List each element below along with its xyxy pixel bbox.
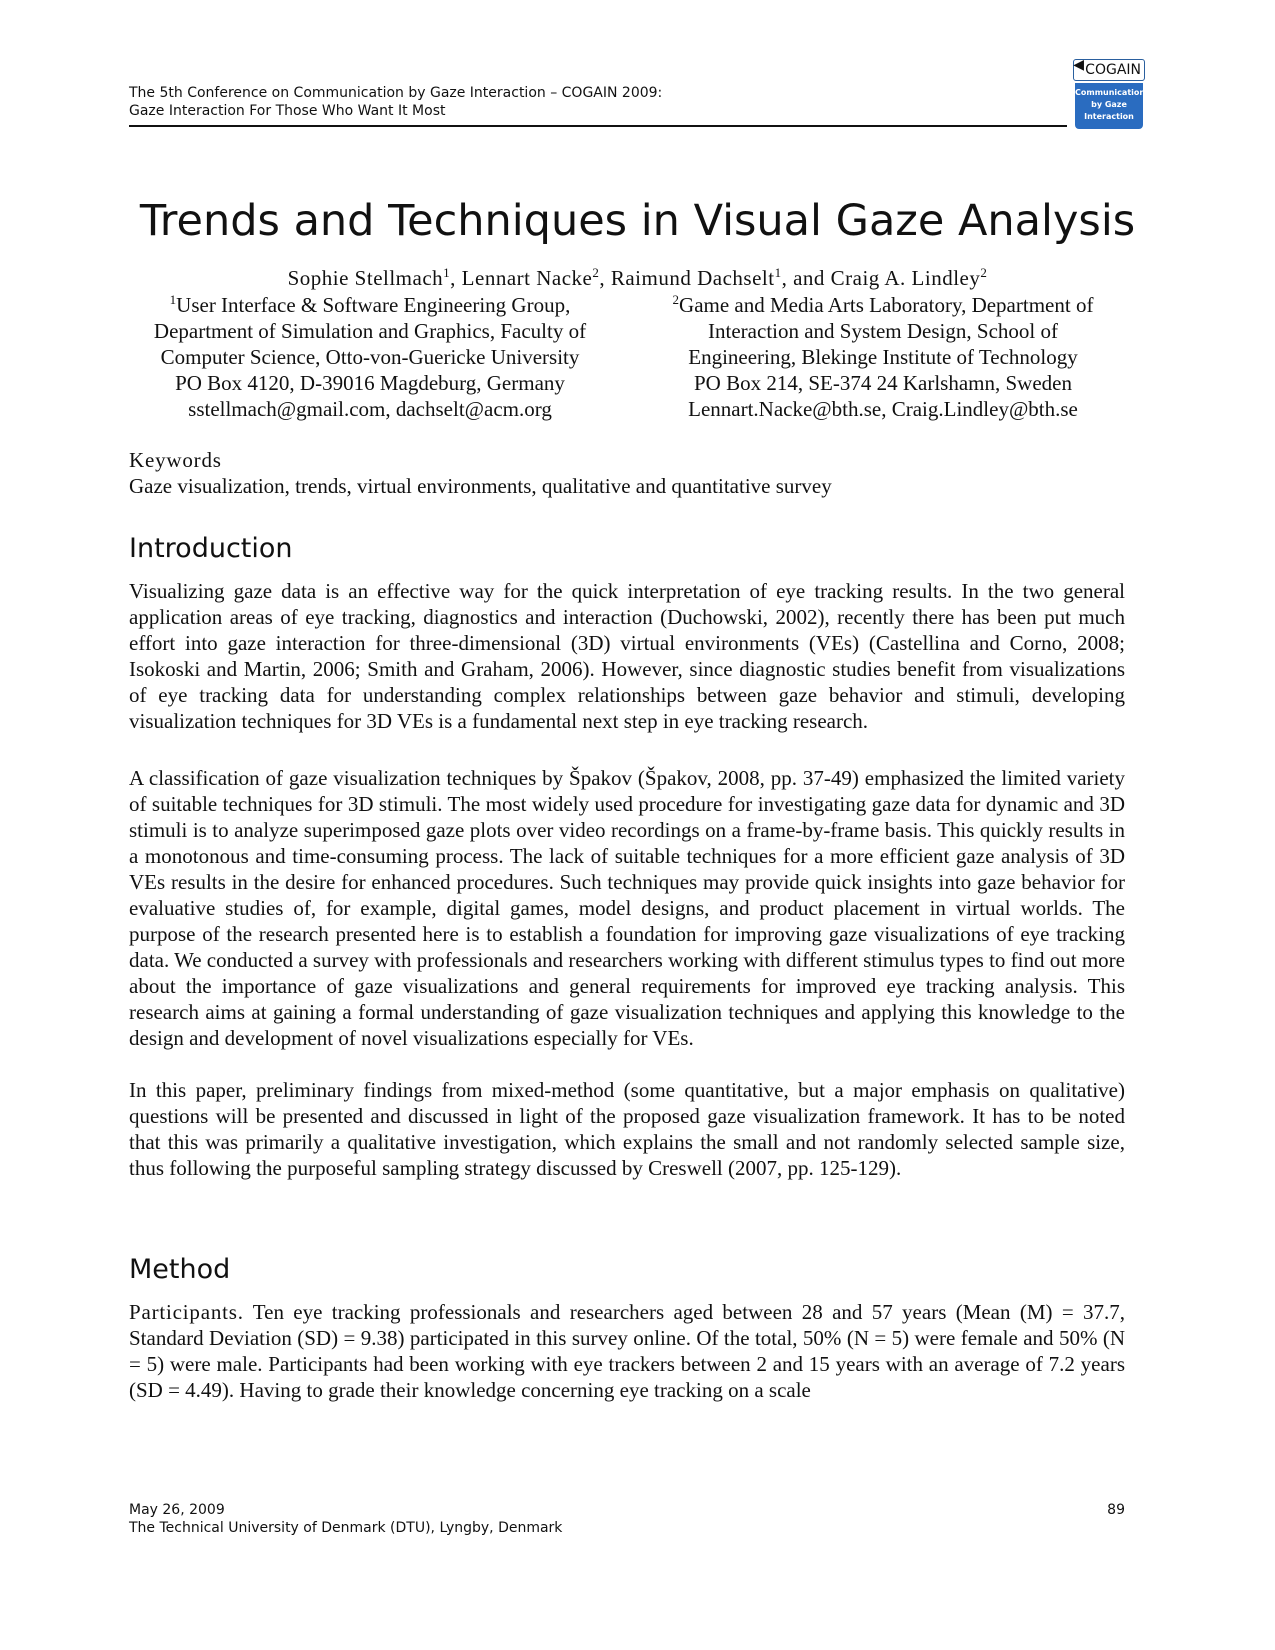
method-paragraph-1-text: Ten eye tracking professionals and researchers aged between 28 and 57 years (Mean (M) = 37.7, Standard Deviation (SD) = 9.38) participated in this survey online. Of the total, 50% (N = 5) were female and 50% (N = 5) were male. Participants had been working with eye trackers between 2 and 15 years with an average of 7.2 years (SD = 4.49). Having to grade their knowledge concerning eye tracking on a scale: [129, 1300, 1126, 1402]
footer-venue: The Technical University of Denmark (DTU), Lyngby, Denmark: [129, 1520, 563, 1536]
paper-title: Trends and Techniques in Visual Gaze Analysis: [139, 196, 1136, 246]
eye-icon: ◀: [1073, 57, 1084, 73]
introduction-heading: Introduction: [129, 533, 293, 564]
affiliation-right-line-3: Engineering, Blekinge Institute of Technology: [688, 345, 1078, 369]
logo-tagline-2: by Gaze: [1091, 100, 1127, 109]
header-rule: [129, 125, 1067, 127]
method-heading: Method: [129, 1254, 231, 1285]
affiliation-right: [648, 292, 1118, 422]
author-list: Sophie Stellmach$^1$, Lennart Nacke$^2$, Raimund Dachselt$^1$, and Craig A. Lindley$^2$: [287, 265, 988, 290]
affiliation-left-line-1: User Interface & Software Engineering Group,: [176, 293, 571, 317]
author-2-affiliation: 2: [592, 265, 600, 280]
footer: [129, 1501, 562, 1537]
affiliation-left-line-3: Computer Science, Otto-von-Guericke University: [160, 345, 580, 369]
running-header: [129, 84, 1061, 120]
author-4: and Craig A. Lindley: [793, 266, 981, 290]
affiliation-right-line-4: PO Box 214, SE-374 24 Karlshamn, Sweden: [694, 371, 1072, 395]
keywords-heading: Keywords: [129, 448, 222, 472]
affiliation-right-line-1: Game and Media Arts Laboratory, Department of: [679, 293, 1094, 317]
participants-runin: Participants.: [129, 1300, 244, 1324]
affiliation-right-line-2: Interaction and System Design, School of: [708, 319, 1058, 343]
page-number: 89: [1107, 1502, 1125, 1518]
header-line-2: Gaze Interaction For Those Who Want It Most: [129, 103, 446, 119]
affiliation-left-line-4: PO Box 4120, D-39016 Magdeburg, Germany: [175, 371, 565, 395]
affiliation-left-emails: sstellmach@gmail.com, dachselt@acm.org: [188, 397, 552, 421]
header-line-1: The 5th Conference on Communication by Gaze Interaction – COGAIN 2009:: [129, 85, 663, 101]
logo-tagline-1: Communication: [1075, 88, 1146, 97]
affiliation-left-marker: 1: [169, 292, 177, 307]
method-paragraph-1: [129, 1299, 1125, 1403]
author-3-affiliation: 1: [774, 265, 782, 280]
author-1: Sophie Stellmach: [287, 266, 444, 290]
logo-wordmark: [1073, 59, 1145, 81]
affiliation-right-emails: Lennart.Nacke@bth.se, Craig.Lindley@bth.se: [688, 397, 1078, 421]
logo-tagline-box: [1075, 83, 1146, 129]
affiliation-left: [135, 292, 605, 422]
cogain-logo: [1073, 57, 1145, 131]
introduction-paragraph-1: Visualizing gaze data is an effective way for the quick interpretation of eye tracking results. In the two general application areas of eye tracking, diagnostics and interaction (Duchowski, 2002), recently there has been put much effort into gaze interaction for three-dimensional (3D) virtual environments (VEs) (Castellina and Corno, 2008; Isokoski and Martin, 2006; Smith and Graham, 2006). However, since diagnostic studies benefit from visualizations of eye tracking data for understanding complex relationships between gaze behavior and stimuli, developing visualization techniques for 3D VEs is a fundamental next step in eye tracking research.: [129, 579, 1125, 733]
logo-name: COGAIN: [1085, 62, 1141, 78]
affiliation-left-line-2: Department of Simulation and Graphics, Faculty of: [153, 319, 587, 343]
introduction-paragraph-2: A classification of gaze visualization techniques by Špakov (Špakov, 2008, pp. 37-49) emphasized the limited variety of suitable techniques for 3D stimuli. The most widely used procedure for investigating gaze data for dynamic and 3D stimuli is to analyze superimposed gaze plots over video recordings on a frame-by-frame basis. This quickly results in a monotonous and time-consuming process. The lack of suitable techniques for a more efficient gaze analysis of 3D VEs results in the desire for enhanced procedures. Such techniques may provide quick insights into gaze behavior for evaluative studies of, for example, digital games, model designs, and product placement in virtual worlds. The purpose of the research presented here is to establish a foundation for improving gaze visualizations of eye tracking data. We conducted a survey with professionals and researchers working with different stimulus types to find out more about the importance of gaze visualizations and general requirements for improved eye tracking analysis. This research aims at gaining a formal understanding of gaze visualization techniques and applying this knowledge to the design and development of novel visualizations especially for VEs.: [129, 766, 1125, 1050]
author-2: Lennart Nacke: [461, 266, 593, 290]
author-3: Raimund Dachselt: [610, 266, 775, 290]
footer-date: May 26, 2009: [129, 1502, 225, 1518]
keywords-text: Gaze visualization, trends, virtual environments, qualitative and quantitative survey: [129, 474, 832, 498]
affiliation-right-marker: 2: [672, 292, 680, 307]
author-1-affiliation: 1: [443, 265, 451, 280]
author-4-affiliation: 2: [980, 265, 988, 280]
logo-tagline-3: Interaction: [1084, 112, 1134, 121]
introduction-paragraph-3: In this paper, preliminary findings from mixed-method (some quantitative, but a major emphasis on qualitative) questions will be presented and discussed in light of the proposed gaze visualization framework. It has to be noted that this was primarily a qualitative investigation, which explains the small and not randomly selected sample size, thus following the purposeful sampling strategy discussed by Creswell (2007, pp. 125-129).: [129, 1078, 1125, 1180]
